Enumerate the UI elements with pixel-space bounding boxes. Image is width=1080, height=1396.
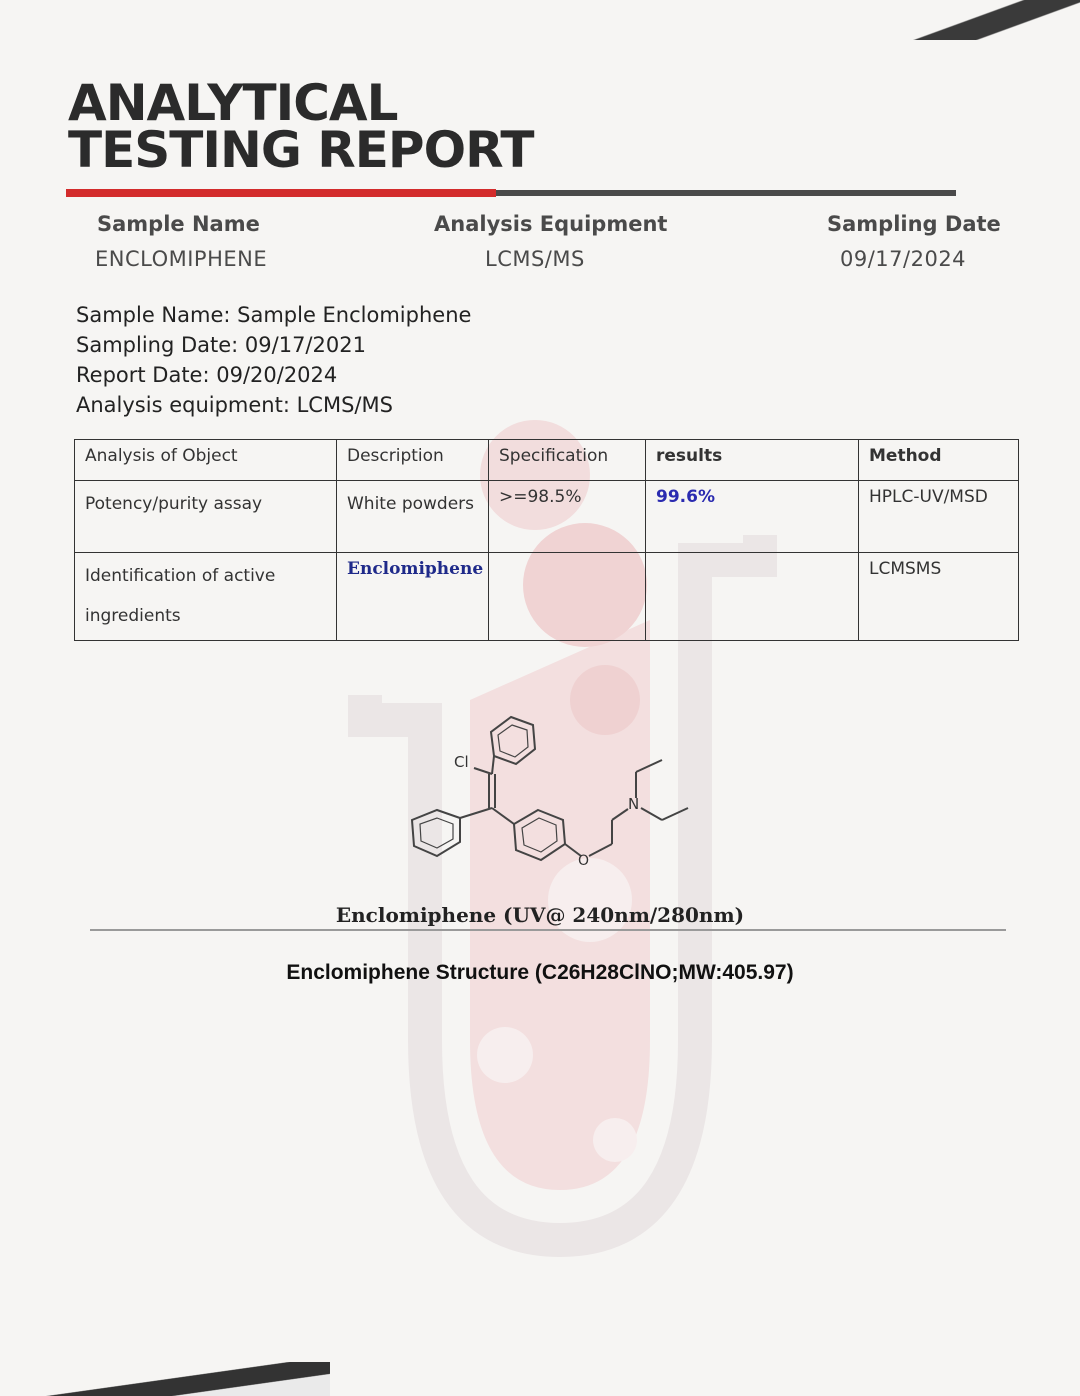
sample-name-label: Sample Name (97, 212, 260, 236)
atom-o-label: O (578, 853, 590, 869)
info-sampling-date: Sampling Date: 09/17/2021 (76, 333, 366, 357)
enclomiphene-structure-diagram (400, 712, 700, 892)
corner-decoration-top (840, 0, 1080, 40)
structure-formula: Enclomiphene Structure (C26H28ClNO;MW:405.97) (286, 961, 794, 984)
header-analysis-object: Analysis of Object (75, 440, 337, 481)
atom-cl-label: Cl (454, 753, 469, 771)
sample-name-value: ENCLOMIPHENE (95, 247, 268, 271)
table-row (75, 553, 1019, 641)
cell-analysis-object: Potency/purity assay (75, 481, 337, 553)
report-title-line-2: TESTING REPORT (68, 121, 534, 179)
cell-specification (489, 553, 646, 641)
sampling-date-label: Sampling Date (827, 212, 1001, 236)
title-underline-red (66, 189, 496, 197)
info-sample-name: Sample Name: Sample Enclomiphene (76, 303, 472, 327)
header-description: Description (337, 440, 489, 481)
header-method: Method (859, 440, 1019, 481)
sampling-date-value: 09/17/2024 (840, 247, 967, 271)
cell-description: Enclomiphene (337, 553, 489, 641)
structure-caption: Enclomiphene (UV@ 240nm/280nm) (335, 903, 745, 927)
table-row (75, 481, 1019, 553)
header-results: results (646, 440, 859, 481)
cell-specification: >=98.5% (489, 481, 646, 553)
cell-method: LCMSMS (859, 553, 1019, 641)
sample-info-block (76, 300, 471, 420)
caption-divider (90, 929, 1006, 931)
title-underline-gray (496, 190, 956, 196)
equipment-value: LCMS/MS (485, 247, 585, 271)
report-title-line-1: ANALYTICAL (68, 74, 398, 132)
corner-decoration-bottom (0, 1362, 330, 1396)
table-header-row (75, 440, 1019, 481)
cell-description: White powders (337, 481, 489, 553)
cell-method: HPLC-UV/MSD (859, 481, 1019, 553)
info-report-date: Report Date: 09/20/2024 (76, 363, 338, 387)
header-specification: Specification (489, 440, 646, 481)
cell-result (646, 553, 859, 641)
info-equipment: Analysis equipment: LCMS/MS (76, 393, 393, 417)
atom-n-label: N (628, 795, 640, 813)
cell-result: 99.6% (646, 481, 859, 553)
report-title (68, 74, 534, 179)
cell-analysis-object: Identification of active ingredients (75, 553, 337, 641)
results-table (74, 439, 1019, 641)
equipment-label: Analysis Equipment (434, 212, 668, 236)
